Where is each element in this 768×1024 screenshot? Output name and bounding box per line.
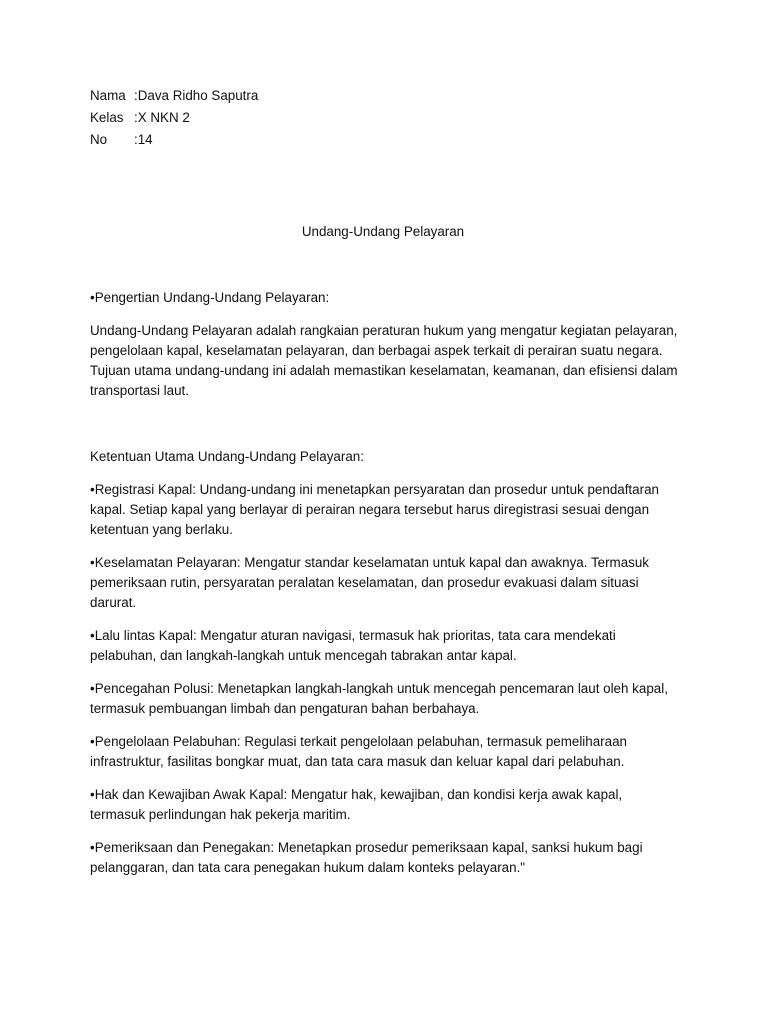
identity-label: Kelas: [90, 110, 124, 125]
provision-item: •Lalu lintas Kapal: Mengatur aturan navigasi, termasuk hak prioritas, tata cara mendekati pelabuhan, dan langkah-langkah untuk mencegah tabrakan antar kapal.: [90, 628, 616, 663]
provision-item: •Keselamatan Pelayaran: Mengatur standar keselamatan untuk kapal dan awaknya. Termasuk pemeriksaan rutin, persyaratan peralatan keselamatan, dan prosedur evakuasi dalam situasi darurat.: [90, 555, 649, 610]
provision-item: •Pencegahan Polusi: Menetapkan langkah-langkah untuk mencegah pencemaran laut oleh kapal, termasuk pembuangan limbah dan pengaturan bahan berbahaya.: [90, 681, 668, 716]
identity-row-name: [90, 85, 690, 107]
identity-value: :Dava Ridho Saputra: [134, 88, 259, 103]
provision-item: •Pengelolaan Pelabuhan: Regulasi terkait pengelolaan pelabuhan, termasuk pemeliharaan infrastruktur, fasilitas bongkar muat, dan tata cara masuk dan keluar kapal dari pelabuhan.: [90, 734, 627, 769]
identity-value: :X NKN 2: [134, 110, 190, 125]
identity-row-number: [90, 129, 690, 151]
definition-heading: •Pengertian Undang-Undang Pelayaran:: [90, 290, 330, 305]
identity-block: [90, 85, 690, 151]
provisions-section: [90, 447, 680, 878]
document-title: Undang-Undang Pelayaran: [301, 224, 465, 239]
provisions-heading: Ketentuan Utama Undang-Undang Pelayaran:: [90, 449, 364, 464]
provision-item: •Registrasi Kapal: Undang-undang ini menetapkan persyaratan dan prosedur untuk pendaftaran kapal. Setiap kapal yang berlayar di perairan negara tersebut harus diregistrasi sesuai dengan ketentuan yang berlaku.: [90, 482, 659, 537]
identity-label: No: [90, 132, 108, 147]
provision-item: •Pemeriksaan dan Penegakan: Menetapkan prosedur pemeriksaan kapal, sanksi hukum bagi pelanggaran, dan tata cara penegakan hukum dalam konteks pelayaran.": [90, 840, 643, 875]
definition-body: Undang-Undang Pelayaran adalah rangkaian peraturan hukum yang mengatur kegiatan pelayaran, pengelolaan kapal, keselamatan pelayaran, dan berbagai aspek terkait di perairan suatu negara. Tujuan utama undang-undang ini adalah memastikan keselamatan, keamanan, dan efisiensi dalam transportasi laut.: [90, 323, 678, 398]
provision-item: •Hak dan Kewajiban Awak Kapal: Mengatur hak, kewajiban, dan kondisi kerja awak kapal, termasuk perlindungan hak pekerja maritim.: [90, 787, 623, 822]
identity-row-class: [90, 107, 690, 129]
identity-value: :14: [134, 132, 153, 147]
identity-label: Nama: [90, 88, 126, 103]
definition-section: [90, 288, 680, 401]
